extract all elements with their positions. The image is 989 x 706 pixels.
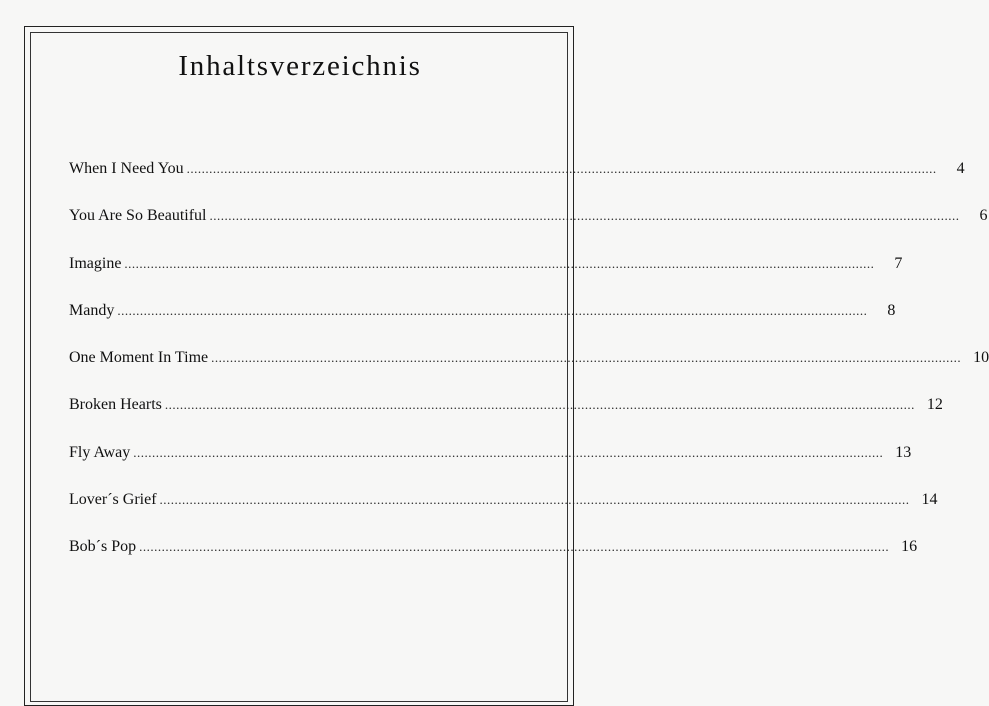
toc-entry-title: Bob´s Pop	[69, 538, 137, 556]
toc-entry	[69, 254, 903, 302]
toc-entry-page: 4	[956, 160, 965, 177]
dot-leader: ........................................................................................................................................................................................................	[159, 492, 910, 508]
page-title: Inhaltsverzeichnis	[178, 50, 422, 82]
toc-entry	[69, 301, 896, 349]
toc-entry-page: 6	[979, 207, 988, 225]
toc-entry-page: 16	[901, 538, 918, 556]
dot-leader: ........................................................................................................................................................................................................	[164, 397, 915, 413]
toc-entry-title: Lover´s Grief	[69, 491, 157, 509]
toc-entry	[69, 207, 988, 254]
toc-entry	[69, 160, 965, 207]
dot-leader: ........................................................................................................................................................................................................	[124, 255, 875, 271]
dot-leader: ........................................................................................................................................................................................................	[133, 444, 884, 460]
dot-leader: ........................................................................................................................................................................................................	[186, 161, 937, 176]
toc-entry-page: 12	[926, 396, 943, 414]
toc-entry-page: 13	[895, 443, 912, 461]
dot-leader: ........................................................................................................................................................................................................	[117, 302, 868, 318]
toc-entry	[69, 349, 989, 396]
dot-leader: ........................................................................................................................................................................................................	[211, 350, 962, 366]
toc-entry-page: 8	[887, 301, 896, 319]
dot-leader: ........................................................................................................................................................................................................	[139, 539, 890, 555]
table-of-contents	[69, 160, 989, 586]
toc-entry-page: 7	[894, 254, 903, 272]
toc-entry	[69, 443, 912, 491]
toc-entry-title: Imagine	[69, 254, 122, 272]
toc-entry	[69, 538, 918, 585]
toc-entry-title: Mandy	[69, 301, 115, 319]
toc-entry-title: You Are So Beautiful	[69, 207, 207, 225]
dot-leader: ........................................................................................................................................................................................................	[209, 208, 960, 224]
toc-entry-page: 14	[921, 491, 938, 509]
toc-entry-title: One Moment In Time	[69, 349, 209, 367]
toc-entry	[69, 396, 943, 443]
toc-entry-title: Broken Hearts	[69, 396, 162, 414]
toc-entry-title: When I Need You	[69, 160, 184, 177]
toc-entry-page: 10	[973, 349, 989, 367]
toc-entry	[69, 491, 938, 538]
toc-entry-title: Fly Away	[69, 443, 131, 461]
